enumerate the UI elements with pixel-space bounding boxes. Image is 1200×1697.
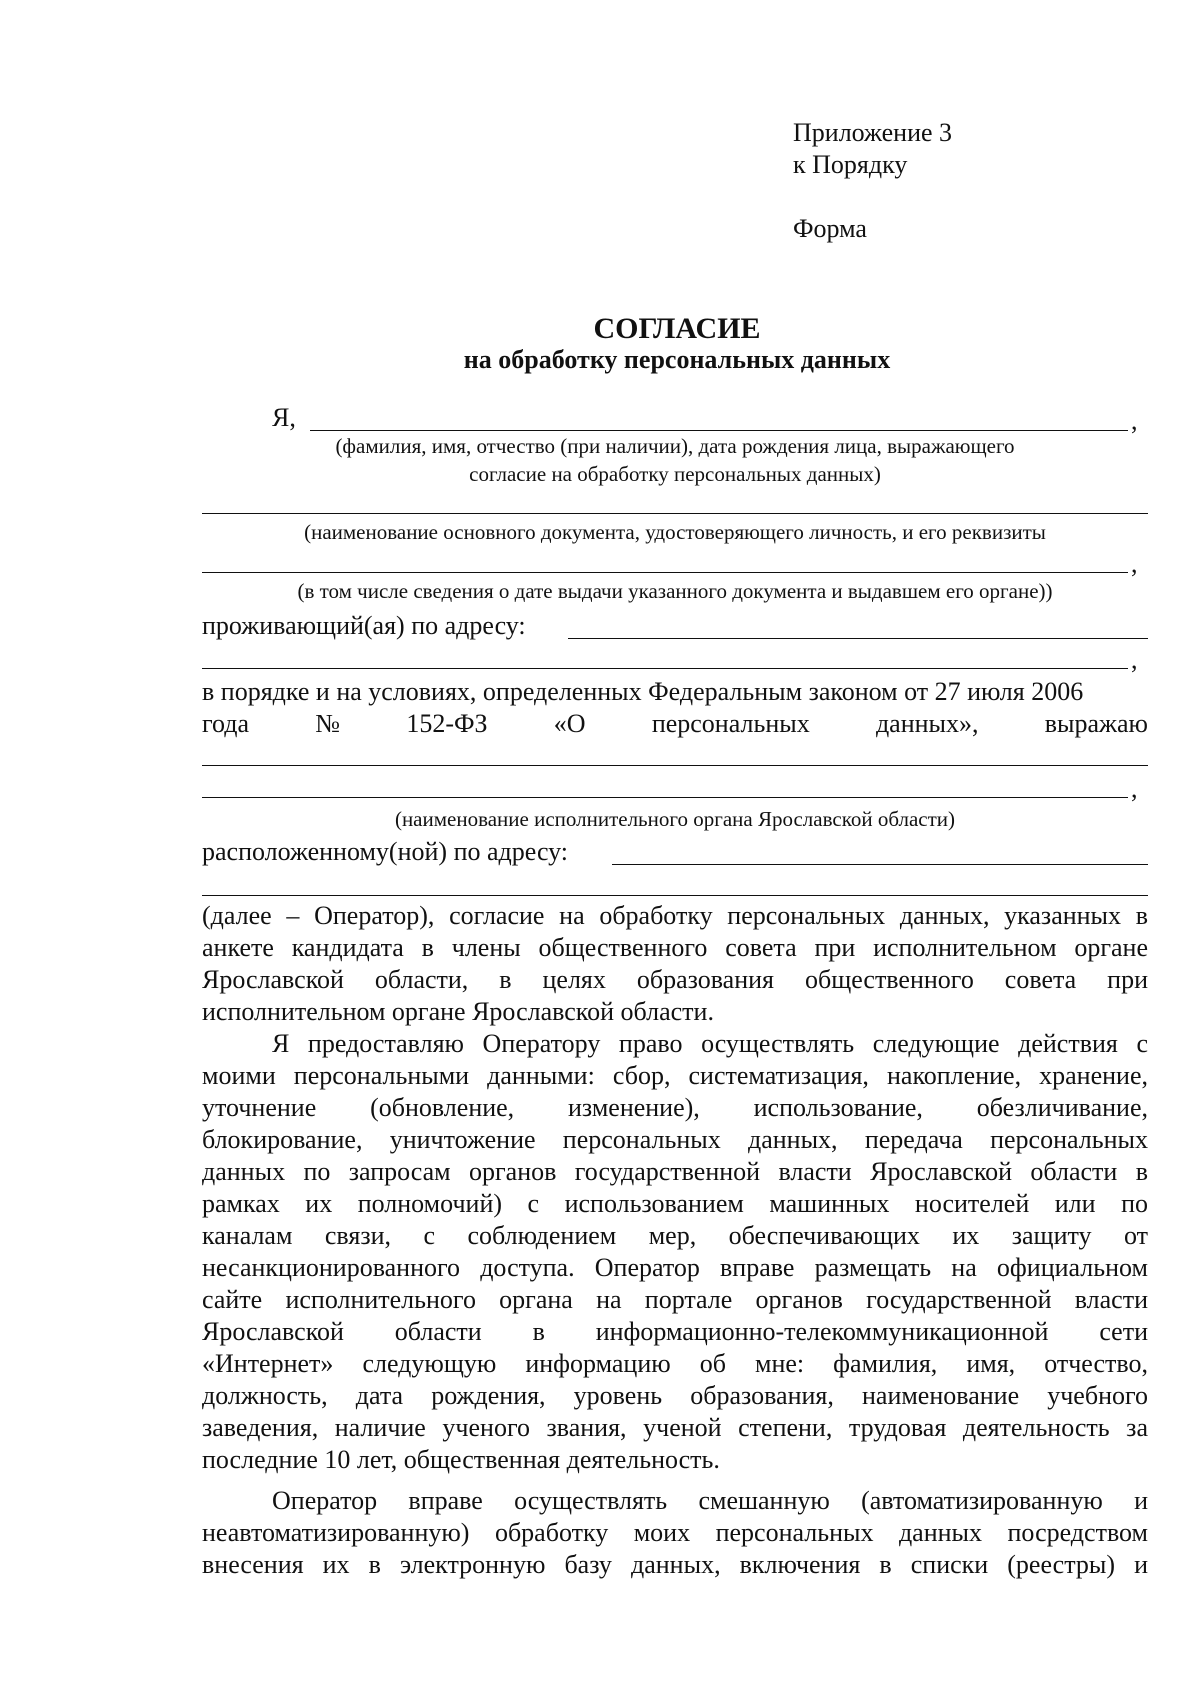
residing-label: проживающий(ая) по адресу:: [202, 611, 526, 640]
organization-hint: (наименование исполнительного органа Ярославской области): [394, 807, 956, 831]
organization-address-blank-line-2[interactable]: [202, 895, 1148, 896]
fullname-blank-line[interactable]: [310, 430, 1128, 431]
paragraph-line: последние 10 лет, общественная деятельность.: [202, 1445, 720, 1474]
fullname-hint-line-1: (фамилия, имя, отчество (при наличии), дата рождения лица, выражающего: [335, 434, 1015, 458]
comma: ,: [1131, 406, 1138, 435]
comma: ,: [1131, 645, 1138, 674]
located-label: расположенному(ной) по адресу:: [202, 837, 569, 866]
paragraph-line: должность, дата рождения, уровень образования, наименование учебного: [202, 1381, 1148, 1410]
paragraph-line: Ярославской области в информационно-телекоммуникационной сети: [202, 1317, 1148, 1346]
paragraph-operator-consent: [202, 900, 1148, 1028]
paragraph-operator-rights: [202, 1028, 1148, 1476]
paragraph-line: уточнение (обновление, изменение), использование, обезличивание,: [202, 1093, 1148, 1122]
paragraph-line: моими персональными данными: сбор, систематизация, накопление, хранение,: [202, 1061, 1148, 1090]
id-document-hint: (наименование основного документа, удостоверяющего личность, и его реквизиты: [304, 520, 1046, 544]
paragraph-line: Оператор вправе осуществлять смешанную (автоматизированную и: [272, 1486, 1148, 1515]
paragraph-line: неавтоматизированную) обработку моих персональных данных посредством: [202, 1518, 1148, 1547]
law-line-2: года № 152-ФЗ «О персональных данных», выражаю: [202, 709, 1148, 738]
paragraph-line: сайте исполнительного органа на портале органов государственной власти: [202, 1285, 1148, 1314]
paragraph-processing-method: [202, 1485, 1148, 1581]
paragraph-line: Ярославской области, в целях образования общественного совета при: [202, 965, 1148, 994]
paragraph-line: каналам связи, с соблюдением мер, обеспечивающих их защиту от: [202, 1221, 1148, 1250]
i-prefix: Я,: [272, 403, 296, 432]
comma: ,: [1131, 774, 1138, 803]
organization-address-blank-line[interactable]: [612, 864, 1148, 865]
paragraph-line: «Интернет» следующую информацию об мне: фамилия, имя, отчество,: [202, 1349, 1148, 1378]
paragraph-line: Я предоставляю Оператору право осуществлять следующие действия с: [272, 1029, 1148, 1058]
paragraph-line: данных по запросам органов государственной власти Ярославской области в: [202, 1157, 1148, 1186]
order-label: к Порядку: [793, 150, 908, 179]
comma: ,: [1131, 549, 1138, 578]
document-title: СОГЛАСИЕ: [593, 312, 761, 345]
paragraph-line: анкете кандидата в члены общественного совета при исполнительном органе: [202, 933, 1148, 962]
document-subtitle: на обработку персональных данных: [463, 345, 891, 374]
paragraph-line: рамках их полномочий) с использованием машинных носителей или по: [202, 1189, 1148, 1218]
id-document-blank-line[interactable]: [202, 513, 1148, 514]
residence-address-blank-line-2[interactable]: [202, 668, 1128, 669]
appendix-label: Приложение 3: [793, 118, 953, 147]
form-label: Форма: [793, 214, 867, 243]
paragraph-line: несанкционированного доступа. Оператор вправе размещать на официальном: [202, 1253, 1148, 1282]
id-document-details-blank-line[interactable]: [202, 572, 1128, 573]
paragraph-line: исполнительном органе Ярославской области.: [202, 997, 714, 1026]
id-document-hint-2: (в том числе сведения о дате выдачи указанного документа и выдавшем его органе)): [297, 579, 1053, 603]
organization-blank-line[interactable]: [202, 765, 1148, 766]
paragraph-line: (далее – Оператор), согласие на обработку персональных данных, указанных в: [202, 901, 1148, 930]
paragraph-line: заведения, наличие ученого звания, ученой степени, трудовая деятельность за: [202, 1413, 1148, 1442]
paragraph-line: блокирование, уничтожение персональных данных, передача персональных: [202, 1125, 1148, 1154]
organization-blank-line-2[interactable]: [202, 797, 1128, 798]
law-line-1: в порядке и на условиях, определенных Федеральным законом от 27 июля 2006: [202, 677, 1084, 706]
residence-address-blank-line[interactable]: [568, 638, 1148, 639]
fullname-hint-line-2: согласие на обработку персональных данных): [469, 462, 881, 486]
paragraph-line: внесения их в электронную базу данных, включения в списки (реестры) и: [202, 1550, 1148, 1579]
